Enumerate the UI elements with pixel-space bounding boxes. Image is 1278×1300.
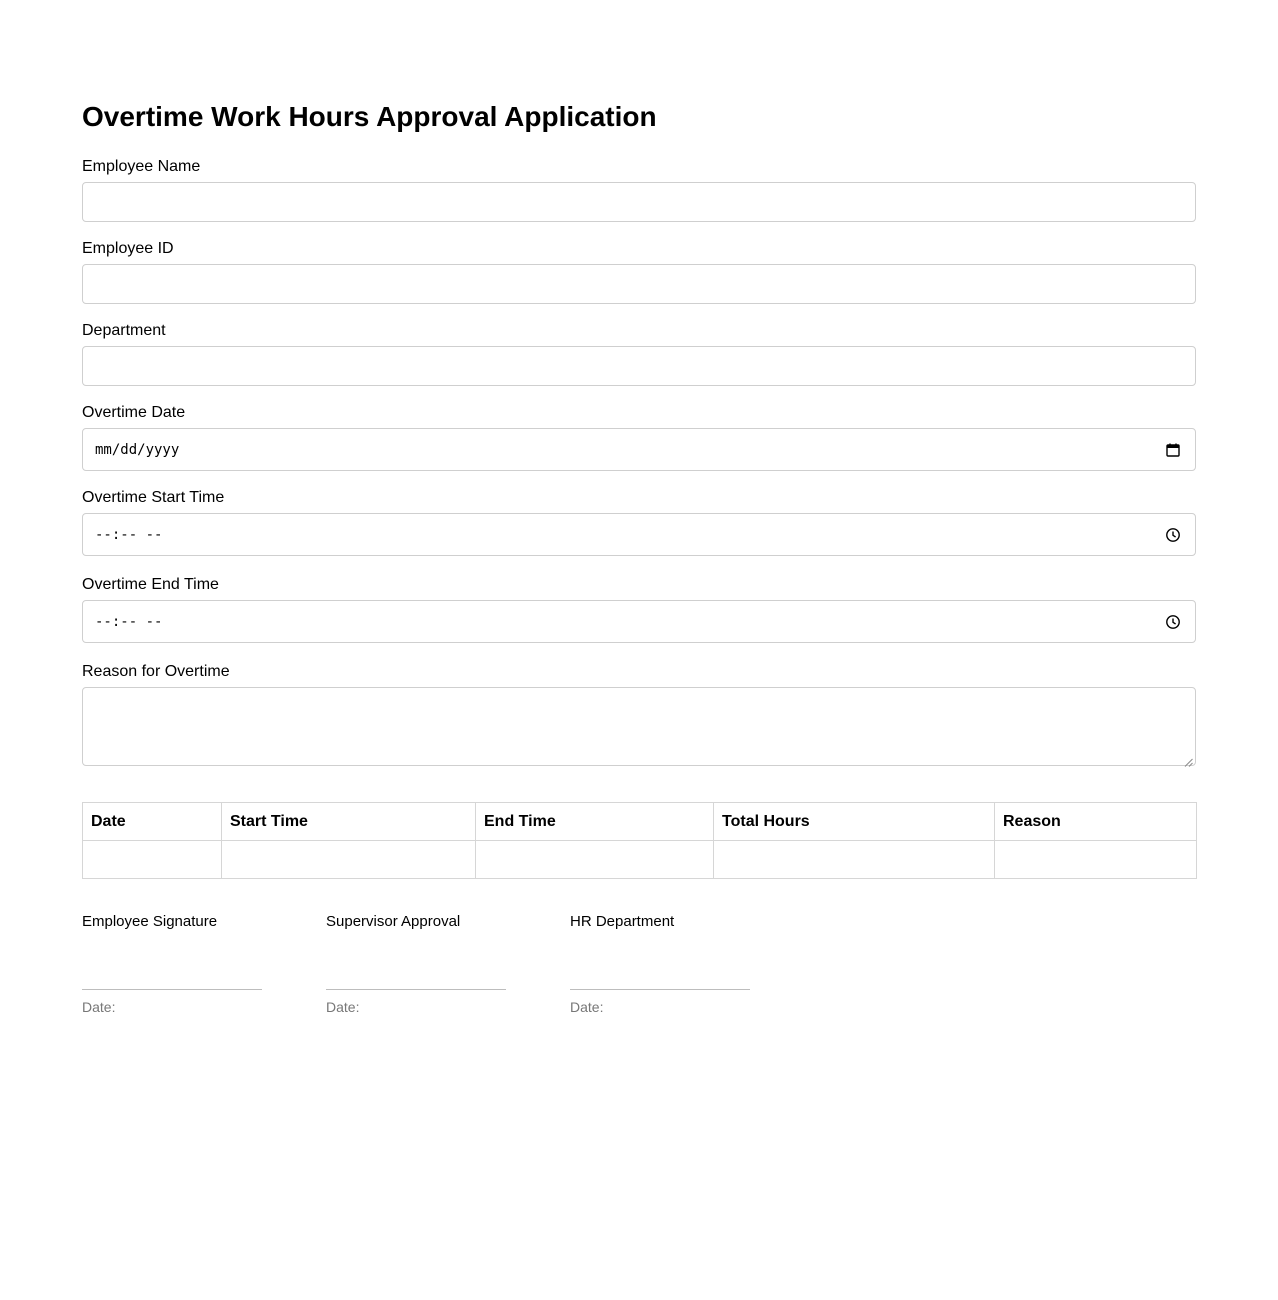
end-time-placeholder: --:-- -- xyxy=(95,613,163,630)
column-header-start-time: Start Time xyxy=(222,803,476,841)
employee-name-input[interactable] xyxy=(82,182,1196,222)
calendar-icon[interactable] xyxy=(1165,442,1181,458)
clock-icon[interactable] xyxy=(1165,527,1181,543)
hr-signature-date-label: Date: xyxy=(570,999,604,1015)
reason-label: Reason for Overtime xyxy=(82,663,230,680)
clock-icon[interactable] xyxy=(1165,614,1181,630)
column-header-total-hours: Total Hours xyxy=(714,803,995,841)
supervisor-approval-label: Supervisor Approval xyxy=(326,913,461,930)
department-input[interactable] xyxy=(82,346,1196,386)
end-time-input[interactable] xyxy=(82,600,1196,643)
form-title: Overtime Work Hours Approval Application xyxy=(82,101,657,132)
table-cell-end-time[interactable] xyxy=(476,841,714,879)
reason-textarea[interactable] xyxy=(82,687,1196,766)
column-header-end-time: End Time xyxy=(476,803,714,841)
employee-name-label: Employee Name xyxy=(82,158,201,175)
table-cell-start-time[interactable] xyxy=(222,841,476,879)
employee-signature-block xyxy=(82,912,262,1015)
supervisor-signature-date-label: Date: xyxy=(326,999,360,1015)
overtime-date-input[interactable] xyxy=(82,428,1196,471)
overtime-log-table xyxy=(82,802,1197,879)
employee-signature-label: Employee Signature xyxy=(82,913,218,930)
column-header-reason: Reason xyxy=(995,803,1197,841)
table-cell-reason[interactable] xyxy=(995,841,1197,879)
employee-id-label: Employee ID xyxy=(82,240,174,257)
overtime-date-placeholder: mm/dd/yyyy xyxy=(95,441,180,458)
employee-id-input[interactable] xyxy=(82,264,1196,304)
supervisor-signature-line[interactable] xyxy=(326,989,506,990)
employee-signature-line[interactable] xyxy=(82,989,262,990)
start-time-label: Overtime Start Time xyxy=(82,489,225,506)
start-time-placeholder: --:-- -- xyxy=(95,526,163,543)
resize-grip-icon[interactable] xyxy=(1184,754,1193,763)
table-row xyxy=(83,841,1197,879)
overtime-date-label: Overtime Date xyxy=(82,404,186,421)
table-cell-date[interactable] xyxy=(83,841,222,879)
column-header-date: Date xyxy=(83,803,222,841)
supervisor-approval-block xyxy=(326,912,506,1015)
end-time-label: Overtime End Time xyxy=(82,576,219,593)
hr-signature-line[interactable] xyxy=(570,989,750,990)
department-label: Department xyxy=(82,322,166,339)
hr-department-block xyxy=(570,912,750,1015)
table-cell-total-hours[interactable] xyxy=(714,841,995,879)
table-header-row xyxy=(83,803,1197,841)
employee-signature-date-label: Date: xyxy=(82,999,116,1015)
hr-department-label: HR Department xyxy=(570,913,675,930)
start-time-input[interactable] xyxy=(82,513,1196,556)
